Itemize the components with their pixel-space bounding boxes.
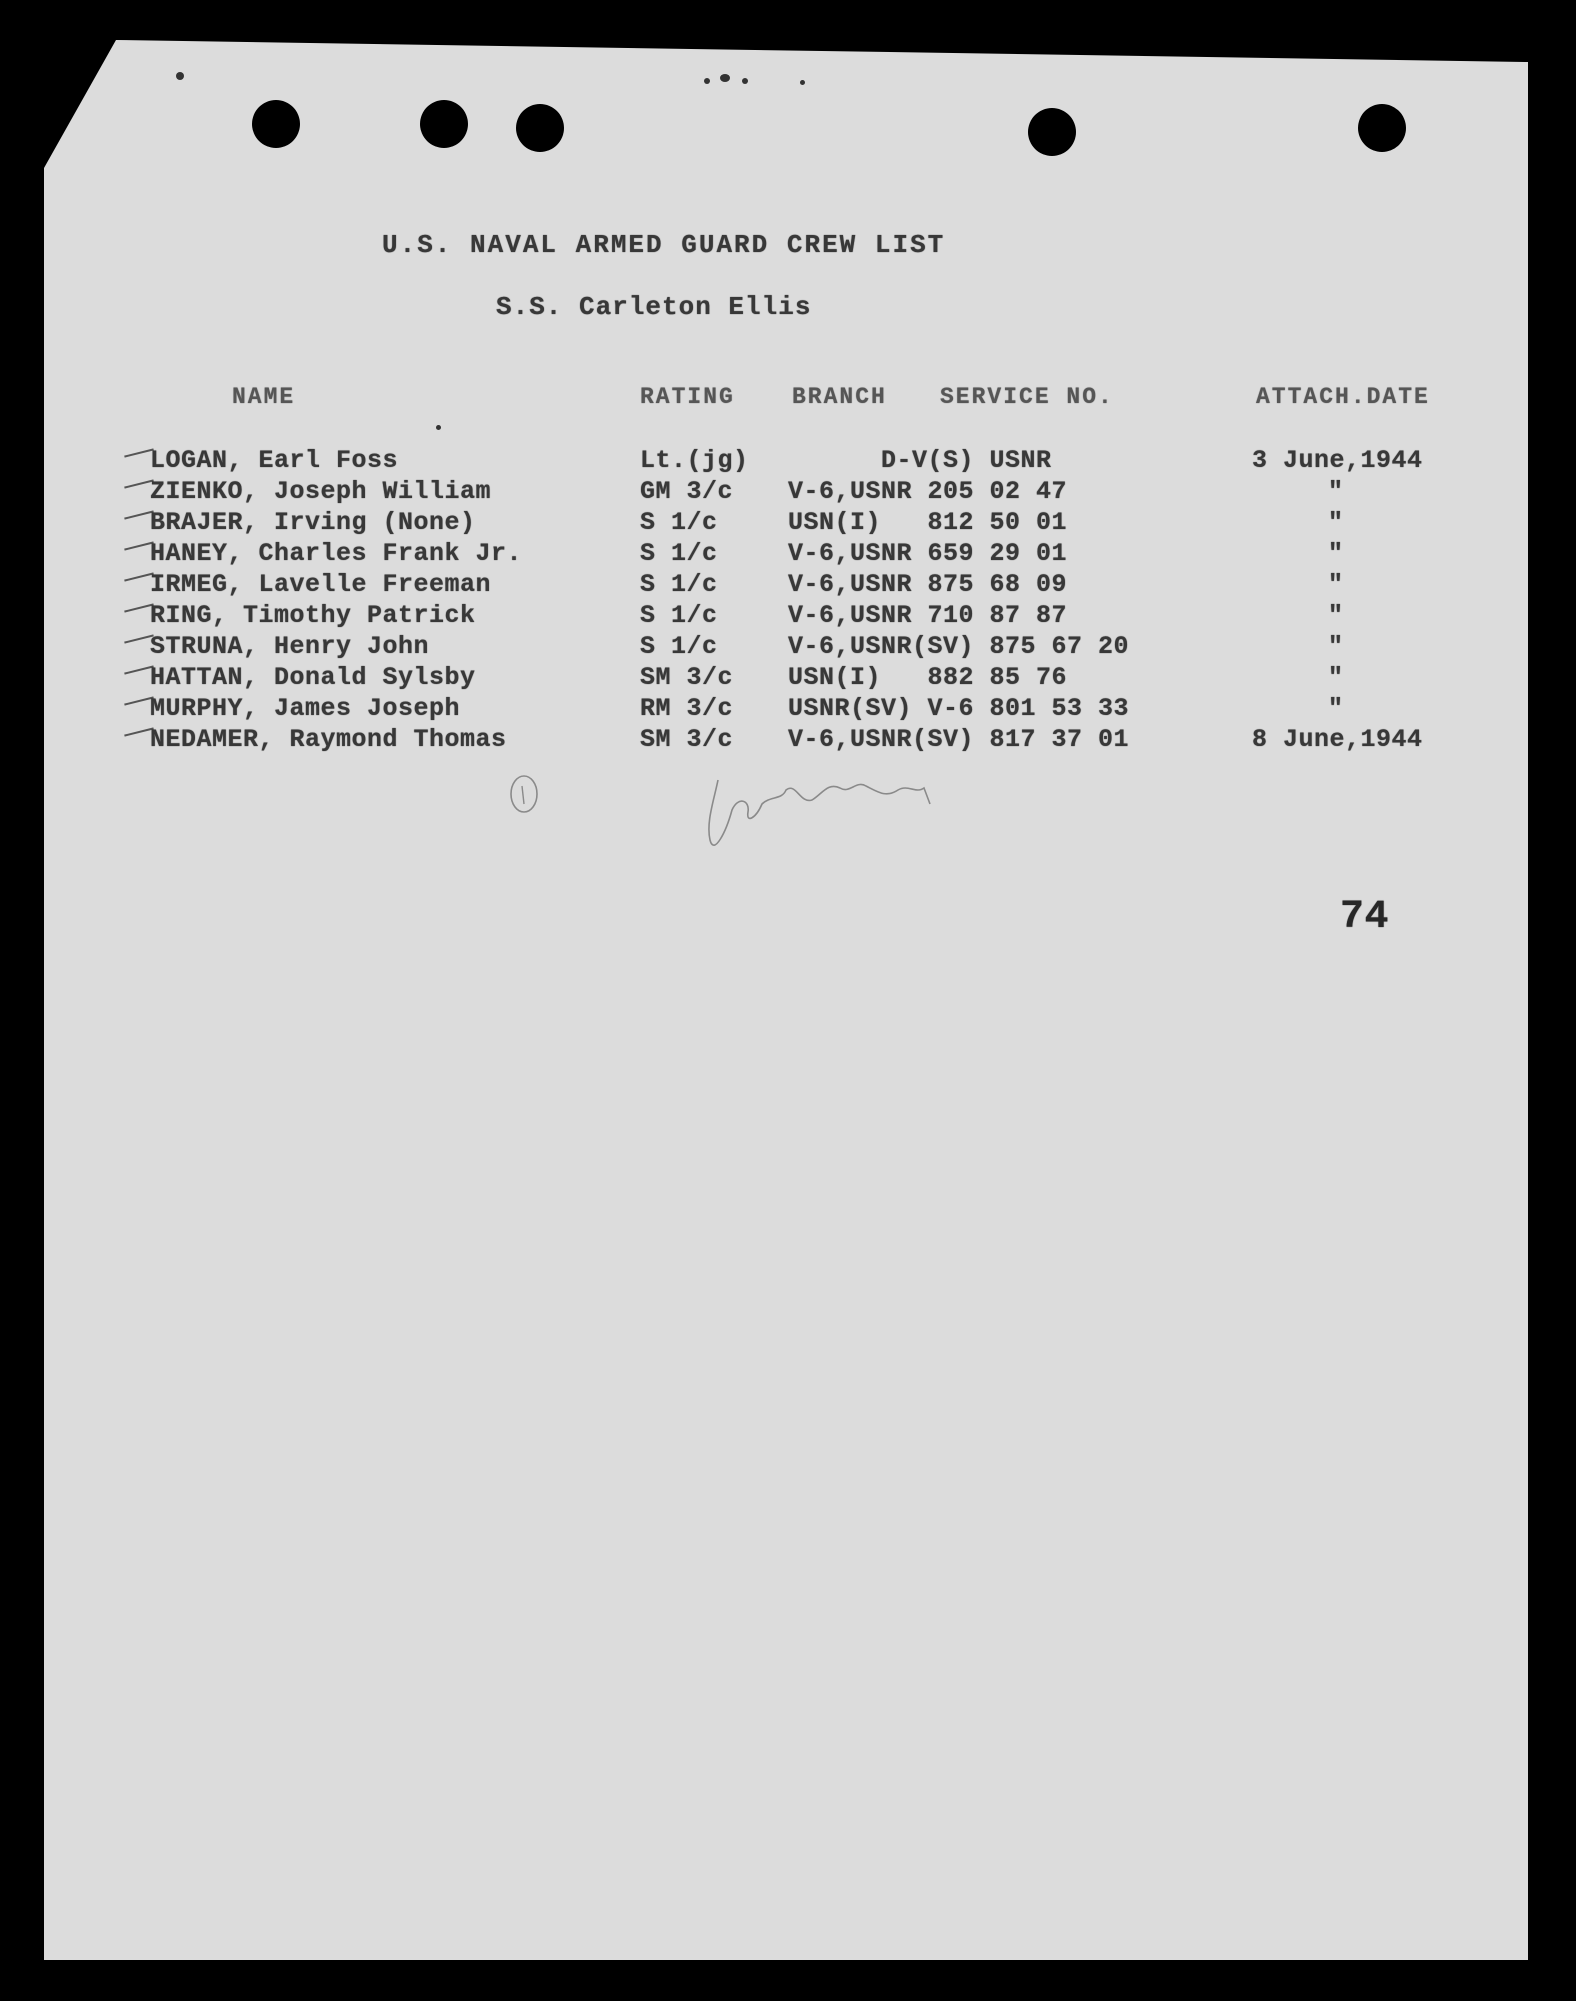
crew-attach-date: " — [1328, 539, 1344, 568]
crew-name: LOGAN, Earl Foss — [150, 446, 399, 475]
crew-branch-service: V-6,USNR 875 68 09 — [788, 570, 1068, 599]
crew-name: BRAJER, Irving (None) — [150, 508, 476, 537]
ink-speck — [720, 74, 730, 82]
crew-rating: S 1/c — [640, 601, 718, 630]
column-header-service-no: SERVICE NO. — [940, 384, 1114, 410]
crew-name: MURPHY, James Joseph — [150, 694, 461, 723]
column-header-name: NAME — [232, 384, 296, 410]
punch-hole — [420, 100, 468, 148]
crew-branch-service: V-6,USNR 205 02 47 — [788, 477, 1068, 506]
crew-name: IRMEG, Lavelle Freeman — [150, 570, 492, 599]
crew-rating: S 1/c — [640, 632, 718, 661]
crew-branch-service: V-6,USNR 659 29 01 — [788, 539, 1068, 568]
crew-row — [150, 632, 1480, 662]
crew-row — [150, 570, 1480, 600]
crew-attach-date: " — [1328, 508, 1344, 537]
crew-row — [150, 446, 1480, 476]
crew-branch-service: V-6,USNR(SV) 875 67 20 — [788, 632, 1130, 661]
crew-name: HATTAN, Donald Sylsby — [150, 663, 476, 692]
handwritten-annotation — [500, 760, 1040, 870]
crew-attach-date: " — [1328, 570, 1344, 599]
crew-row — [150, 725, 1480, 755]
column-header-branch: BRANCH — [792, 384, 887, 410]
crew-attach-date: " — [1328, 601, 1344, 630]
crew-branch-service: D-V(S) USNR — [788, 446, 1052, 475]
crew-attach-date: 3 June,1944 — [1252, 446, 1423, 475]
ink-speck — [742, 78, 748, 84]
ink-speck — [800, 80, 805, 85]
page-number: 74 — [1340, 895, 1390, 940]
punch-hole — [252, 100, 300, 148]
crew-rating: RM 3/c — [640, 694, 734, 723]
crew-rating: S 1/c — [640, 570, 718, 599]
crew-branch-service: USN(I) 882 85 76 — [788, 663, 1068, 692]
crew-row — [150, 663, 1480, 693]
crew-name: ZIENKO, Joseph William — [150, 477, 492, 506]
crew-name: NEDAMER, Raymond Thomas — [150, 725, 507, 754]
ship-name: S.S. Carleton Ellis — [496, 292, 812, 322]
ink-speck — [436, 425, 441, 430]
crew-branch-service: V-6,USNR(SV) 817 37 01 — [788, 725, 1130, 754]
crew-rating: Lt.(jg) — [640, 446, 749, 475]
crew-attach-date: " — [1328, 477, 1344, 506]
crew-attach-date: " — [1328, 663, 1344, 692]
crew-branch-service: USNR(SV) V-6 801 53 33 — [788, 694, 1130, 723]
crew-row — [150, 694, 1480, 724]
crew-row — [150, 477, 1480, 507]
column-header-attach-date: ATTACH.DATE — [1256, 384, 1430, 410]
crew-attach-date: 8 June,1944 — [1252, 725, 1423, 754]
crew-name: STRUNA, Henry John — [150, 632, 430, 661]
crew-attach-date: " — [1328, 632, 1344, 661]
crew-row — [150, 508, 1480, 538]
ink-speck — [704, 78, 710, 84]
crew-rating: SM 3/c — [640, 663, 734, 692]
punch-hole — [1028, 108, 1076, 156]
crew-rating: SM 3/c — [640, 725, 734, 754]
crew-rating: S 1/c — [640, 539, 718, 568]
crew-row — [150, 601, 1480, 631]
crew-rating: S 1/c — [640, 508, 718, 537]
crew-attach-date: " — [1328, 694, 1344, 723]
document-title: U.S. NAVAL ARMED GUARD CREW LIST — [382, 230, 946, 260]
punch-hole — [1358, 104, 1406, 152]
ink-speck — [176, 72, 184, 80]
crew-branch-service: V-6,USNR 710 87 87 — [788, 601, 1068, 630]
column-header-rating: RATING — [640, 384, 735, 410]
crew-rating: GM 3/c — [640, 477, 734, 506]
crew-name: HANEY, Charles Frank Jr. — [150, 539, 523, 568]
crew-branch-service: USN(I) 812 50 01 — [788, 508, 1068, 537]
crew-name: RING, Timothy Patrick — [150, 601, 476, 630]
crew-row — [150, 539, 1480, 569]
punch-hole — [516, 104, 564, 152]
